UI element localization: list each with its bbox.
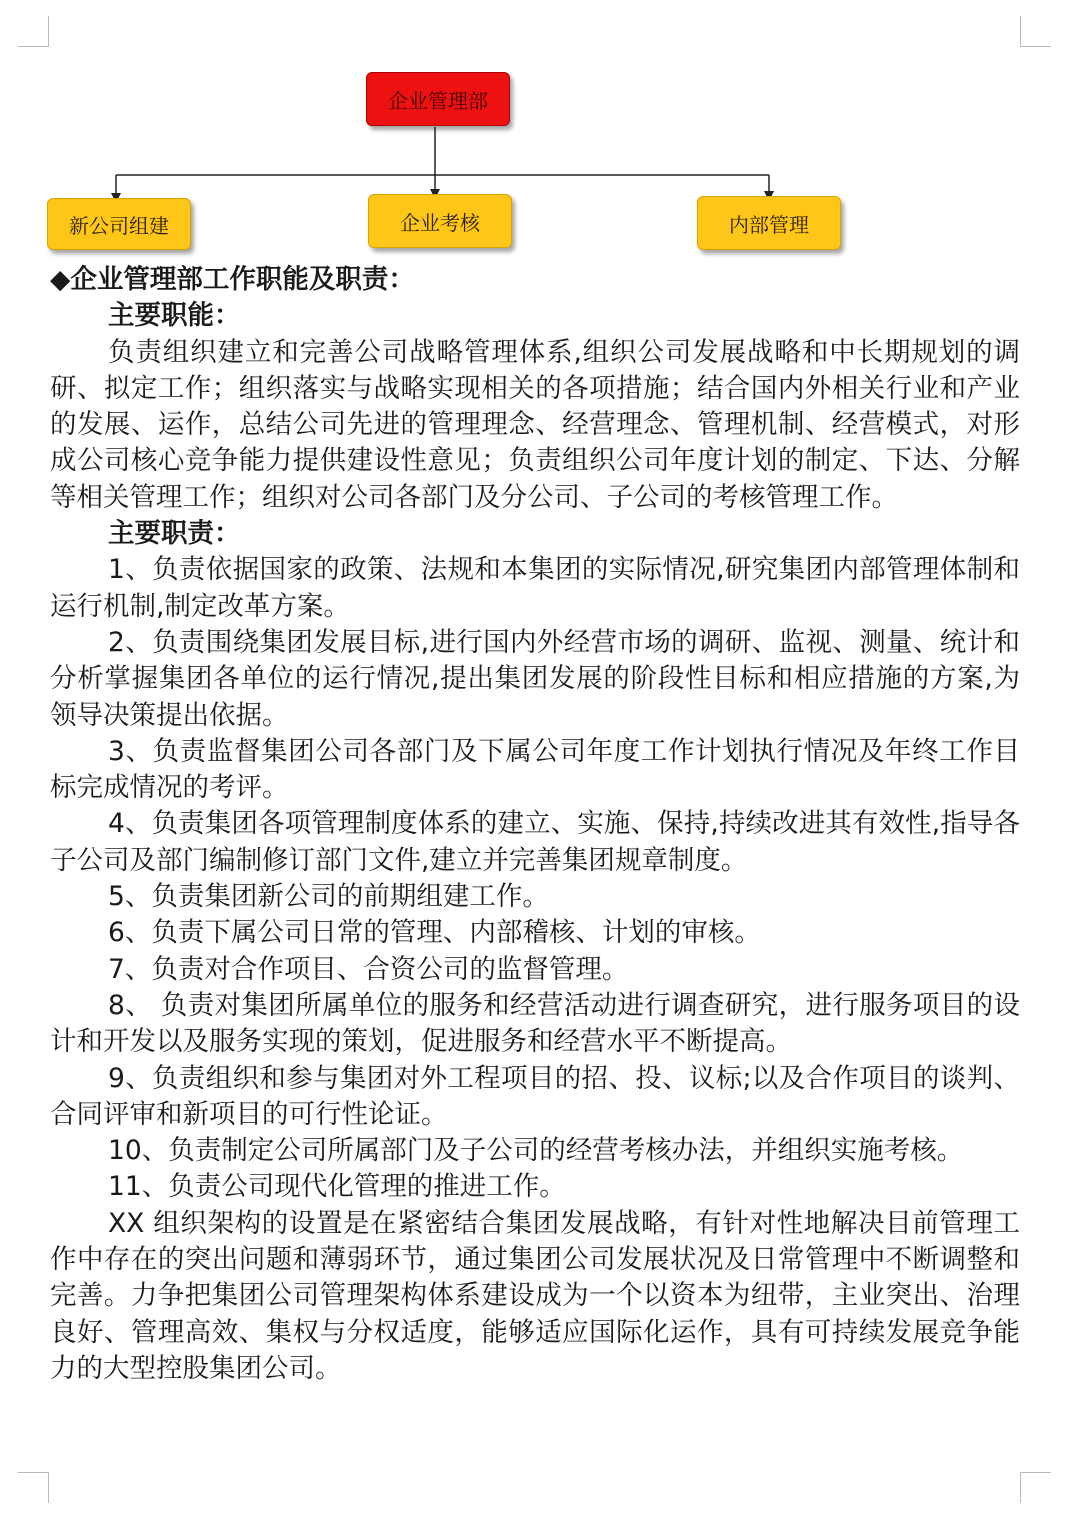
duty-item: 10、负责制定公司所属部门及子公司的经营考核办法，并组织实施考核。 xyxy=(108,1135,964,1167)
section-heading: ◆企业管理部工作职能及职责： xyxy=(50,264,415,295)
org-node-internal-management: 内部管理 xyxy=(697,196,841,250)
org-node-enterprise-management: 企业管理部 xyxy=(366,72,510,126)
functions-title: 主要职能： xyxy=(108,300,241,332)
crop-mark-bottom-left xyxy=(18,1472,49,1503)
duty-item: 1、负责依据国家的政策、法规和本集团的实际情况,研究集团内部管理体制和运行机制,制定改革方案。 xyxy=(50,554,1020,622)
org-node-assessment: 企业考核 xyxy=(368,194,512,248)
crop-mark-bottom-right xyxy=(1020,1472,1051,1503)
functions-paragraph: 负责组织建立和完善公司战略管理体系,组织公司发展战略和中长期规划的调研、拟定工作；组织落实与战略实现相关的各项措施；结合国内外相关行业和产业的发展、运作，总结公司先进的管理理念、经营理念、管理机制、经营模式，对形成公司核心竞争能力提供建设性意见；负责组织公司年度计划的制定、下达、分解等相关管理工作；组织对公司各部门及分公司、子公司的考核管理工作。 xyxy=(50,336,1020,513)
duty-item: 3、负责监督集团公司各部门及下属公司年度工作计划执行情况及年终工作目标完成情况的考评。 xyxy=(50,735,1020,804)
duty-item: 9、负责组织和参与集团对外工程项目的招、投、议标;以及合作项目的谈判、合同评审和新项目的可行性论证。 xyxy=(50,1062,1020,1130)
org-chart xyxy=(0,0,1080,265)
document-body xyxy=(50,262,1020,1387)
duty-item: 6、负责下属公司日常的管理、内部稽核、计划的审核。 xyxy=(108,917,761,949)
duty-item: 11、负责公司现代化管理的推进工作。 xyxy=(108,1171,566,1203)
closing-paragraph: XX 组织架构的设置是在紧密结合集团发展战略，有针对性地解决目前管理工作中存在的突出问题和薄弱环节，通过集团公司发展状况及日常管理中不断调整和完善。力争把集团公司管理架构体系建设成为一个以资本为纽带，主业突出、治理良好、管理高效、集权与分权适度，能够适应国际化运作，具有可持续发展竞争能力的大型控股集团公司。 xyxy=(50,1207,1020,1384)
duty-item: 5、负责集团新公司的前期组建工作。 xyxy=(108,881,549,913)
duty-item: 8、 负责对集团所属单位的服务和经营活动进行调查研究，进行服务项目的设计和开发以及服务实现的策划，促进服务和经营水平不断提高。 xyxy=(50,989,1020,1058)
duties-title: 主要职责： xyxy=(108,518,241,550)
duty-item: 7、负责对合作项目、合资公司的监督管理。 xyxy=(108,953,629,985)
duty-item: 4、负责集团各项管理制度体系的建立、实施、保持,持续改进其有效性,指导各子公司及部门编制修订部门文件,建立并完善集团规章制度。 xyxy=(50,808,1020,876)
duty-item: 2、负责围绕集团发展目标,进行国内外经营市场的调研、监视、测量、统计和分析掌握集团各单位的运行情况,提出集团发展的阶段性目标和相应措施的方案,为领导决策提出依据。 xyxy=(50,626,1020,731)
org-node-new-company: 新公司组建 xyxy=(47,198,191,250)
